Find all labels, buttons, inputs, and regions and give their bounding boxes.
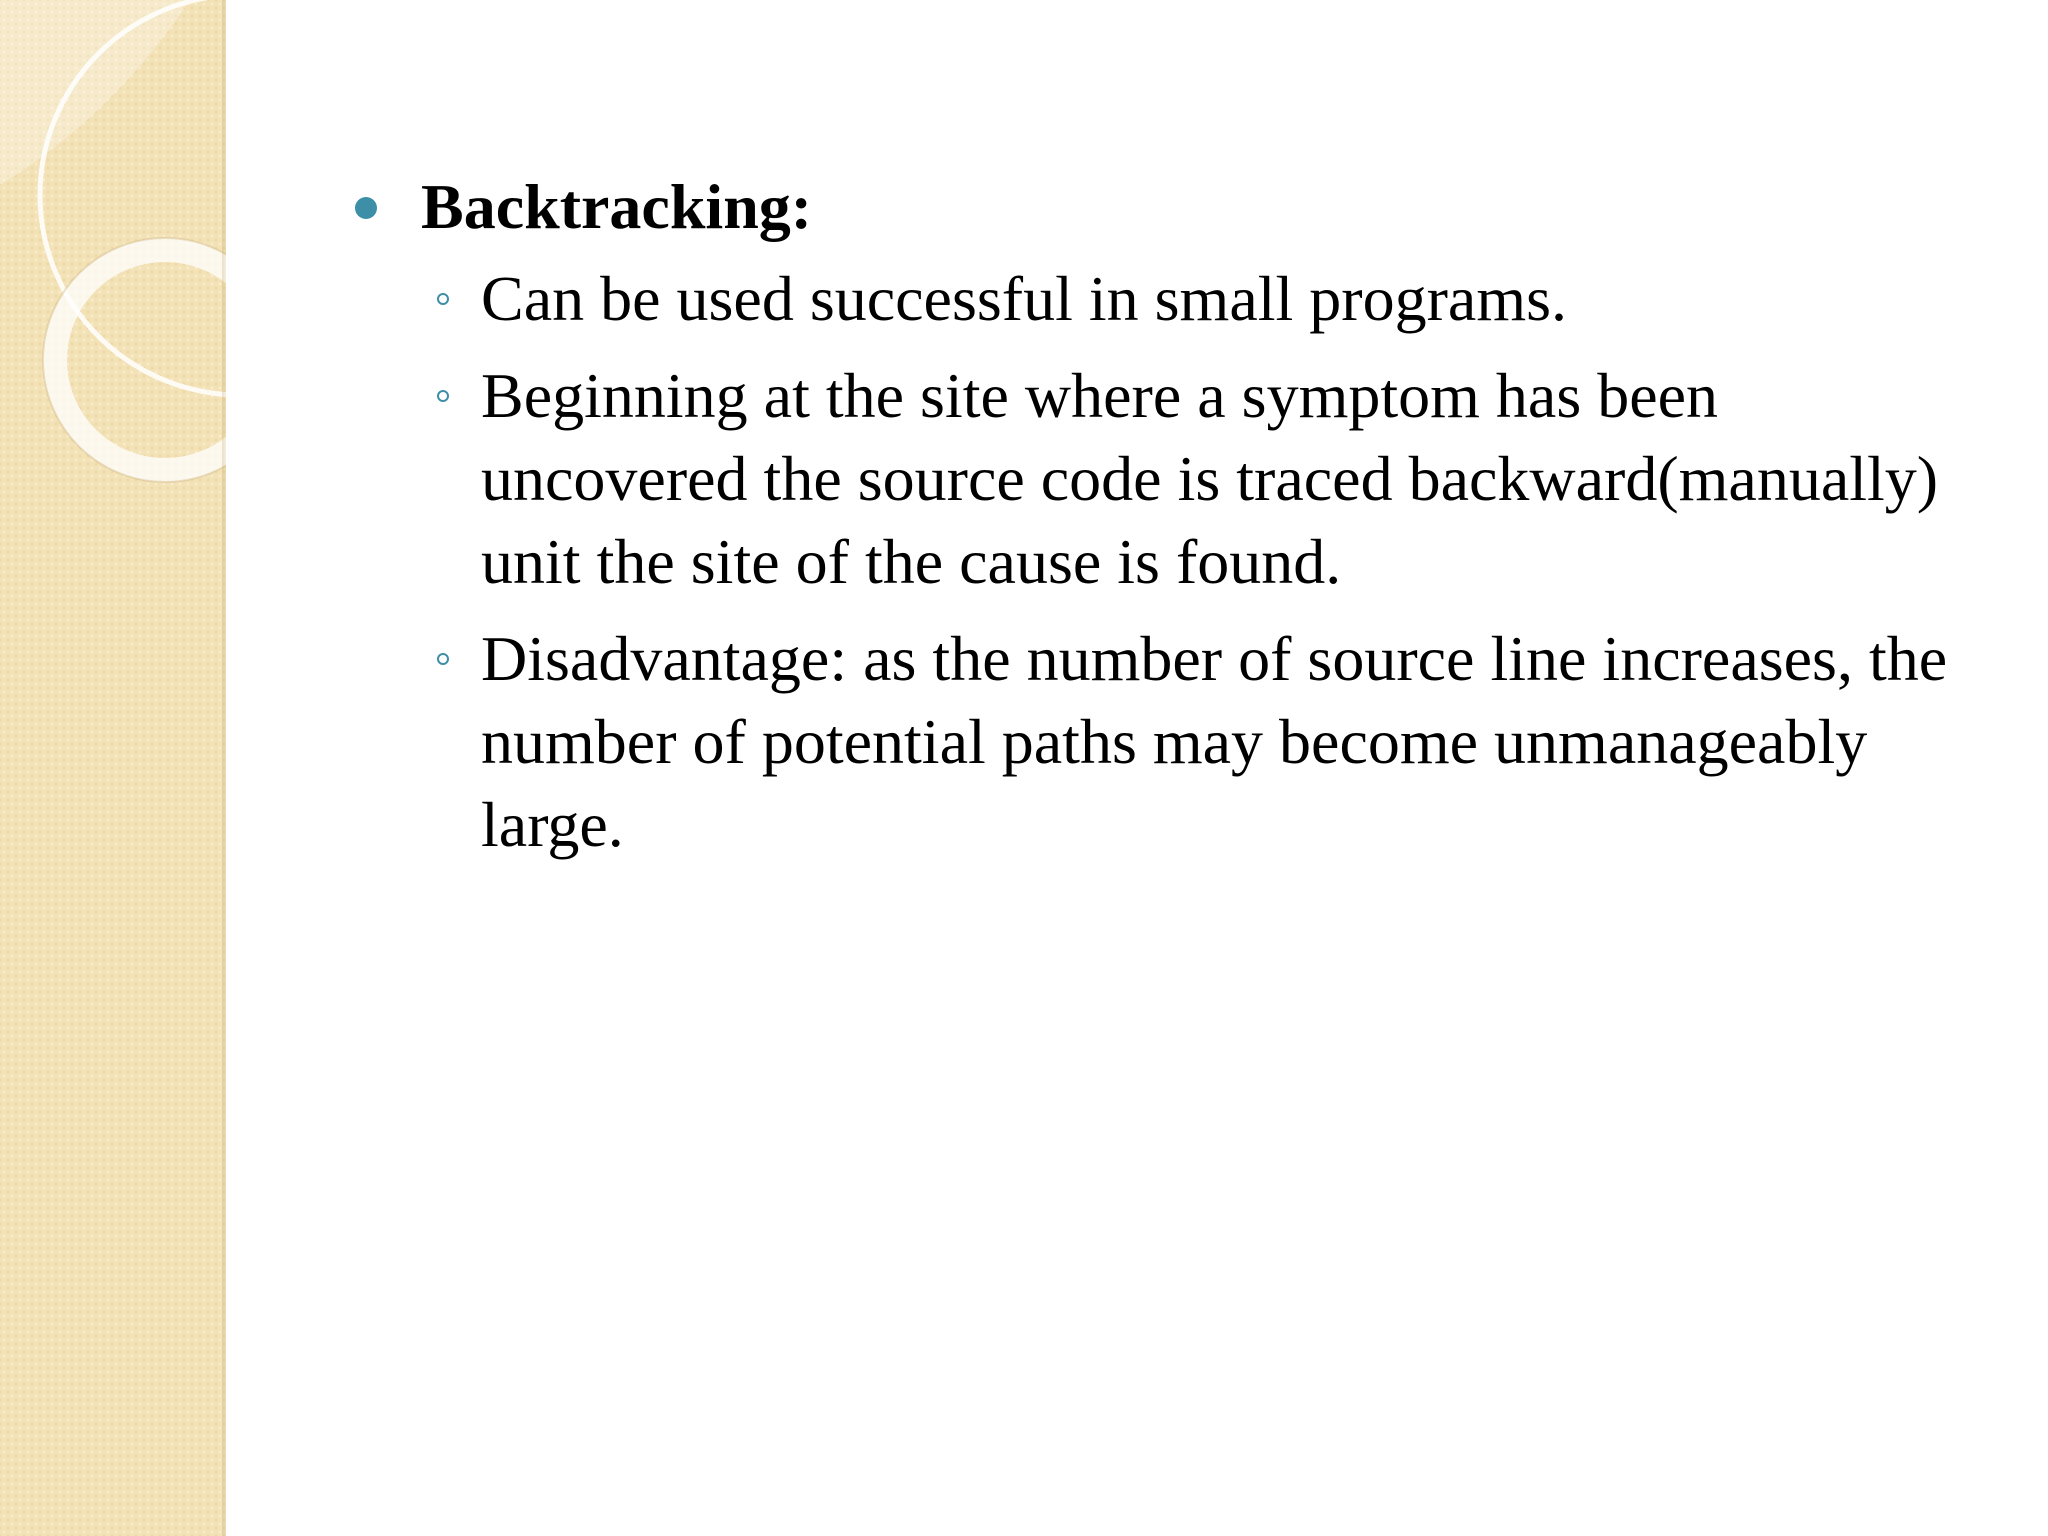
list-item-text: Beginning at the site where a symptom has been uncovered the source code is traced backward(manually) unit the site of the cause is found. xyxy=(481,360,1939,597)
list-item xyxy=(437,257,1995,340)
hollow-bullet-icon xyxy=(437,653,449,665)
decorative-rings-icon xyxy=(0,0,226,520)
list-item xyxy=(437,354,1995,603)
bullet-heading-row xyxy=(355,165,1995,249)
list-item xyxy=(437,617,1995,866)
hollow-bullet-icon xyxy=(437,293,449,305)
list-item-text: Disadvantage: as the number of source line increases, the number of potential paths may become unmanageably large. xyxy=(481,623,1948,860)
filled-bullet-icon xyxy=(355,197,377,219)
list-item-text: Can be used successful in small programs. xyxy=(481,263,1567,334)
slide-content xyxy=(355,165,1995,880)
decorative-sidebar xyxy=(0,0,226,1536)
hollow-bullet-icon xyxy=(437,390,449,402)
sidebar-divider xyxy=(222,0,226,1536)
heading-backtracking: Backtracking: xyxy=(421,171,813,242)
